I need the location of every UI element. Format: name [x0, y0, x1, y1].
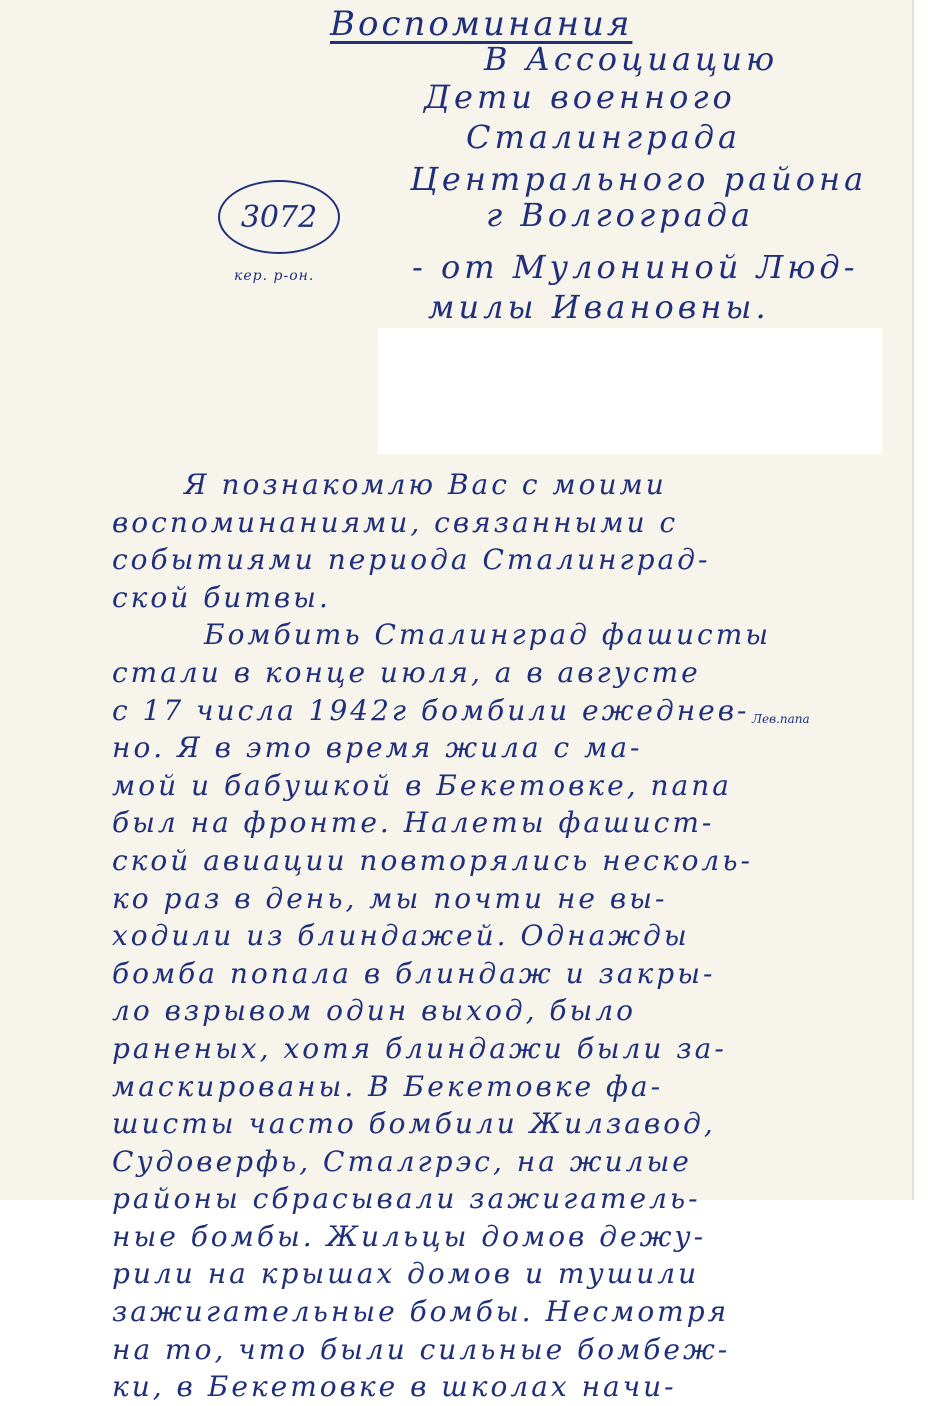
text-line: мой и бабушкой в Бекетовке, папа [112, 768, 732, 802]
text-line: рили на крышах домов и тушили [112, 1257, 700, 1291]
redacted-area [378, 328, 882, 454]
text-line: с 17 числа 1942г бомбили ежеднев- [112, 693, 750, 727]
address-line: милы Ивановны. [428, 288, 770, 326]
text-line: событиями периода Сталинград- [112, 543, 711, 577]
address-line: Центрального района [410, 160, 868, 198]
text-line: Судоверфь, Сталгрэс, на жилые [112, 1144, 692, 1178]
text-line: стали в конце июля, а в августе [112, 655, 701, 689]
address-line: Дети военного [424, 78, 736, 116]
text-line: шисты часто бомбили Жилзавод, [112, 1107, 716, 1141]
text-line: на то, что были сильные бомбеж- [112, 1332, 731, 1366]
text-line: Бомбить Сталинград фашисты [204, 618, 772, 652]
inserted-word: Лев.папа [752, 712, 810, 726]
text-line: ки, в Бекетовке в школах начи- [112, 1370, 677, 1404]
address-line: г Волгограда [486, 196, 755, 234]
text-line: воспоминаниями, связанными с [112, 505, 679, 539]
text-line: ные бомбы. Жильцы домов дежу- [112, 1219, 707, 1253]
text-line: ло взрывом один выход, было [112, 994, 637, 1028]
text-line: бомба попала в блиндаж и закры- [112, 956, 716, 990]
text-line: раненых, хотя блиндажи были за- [112, 1031, 727, 1065]
text-line: был на фронте. Налеты фашист- [112, 806, 715, 840]
text-line: ко раз в день, мы почти не вы- [112, 881, 668, 915]
text-line: ской битвы. [112, 580, 331, 614]
text-line: ходили из блиндажей. Однажды [112, 919, 690, 953]
address-line: В Ассоциацию [484, 40, 779, 78]
memoir-text [112, 466, 882, 1406]
address-line: Сталинграда [466, 118, 742, 156]
text-line: ской авиации повторялись несколь- [112, 843, 753, 877]
address-line: - от Мулониной Люд- [412, 248, 859, 286]
text-line: зажигательные бомбы. Несмотря [112, 1295, 730, 1329]
document-title: Воспоминания [330, 4, 633, 44]
archive-number: 3072 [240, 199, 318, 235]
archive-number-stamp [218, 180, 340, 254]
text-line: районы сбрасывали зажигатель- [112, 1182, 701, 1216]
text-line: но. Я в это время жила с ма- [112, 731, 643, 765]
stamp-note: кер. р-он. [234, 268, 315, 284]
text-line: Я познакомлю Вас с моими [184, 468, 667, 501]
text-line: маскированы. В Бекетовке фа- [112, 1069, 664, 1103]
